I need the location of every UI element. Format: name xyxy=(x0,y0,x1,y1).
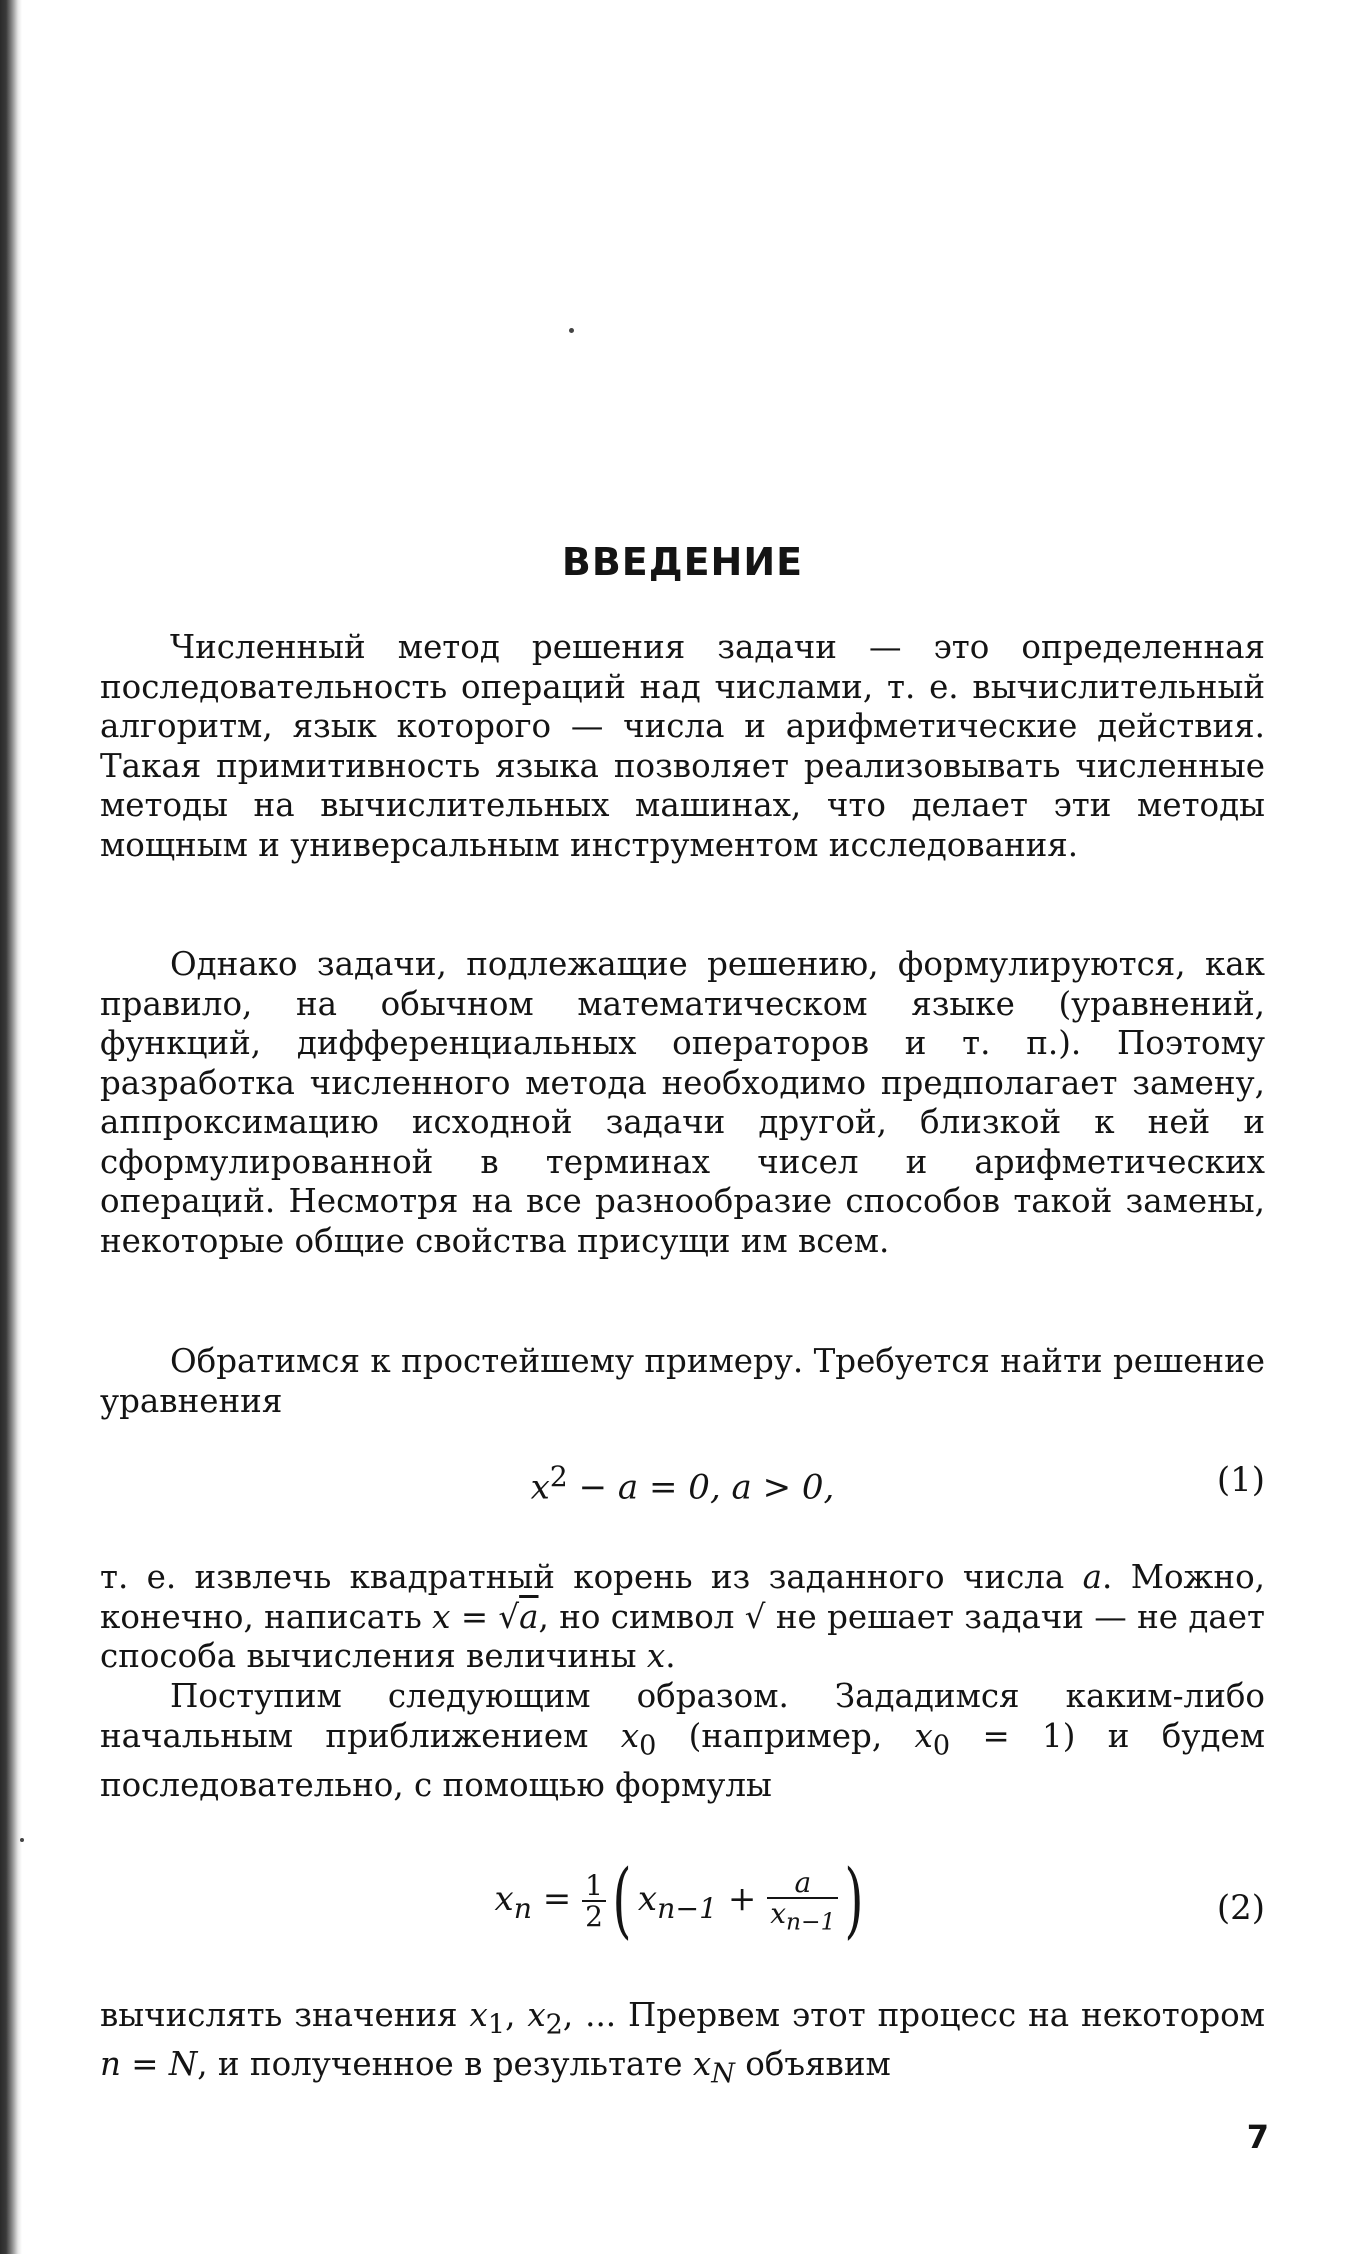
p4-var-a: a xyxy=(1082,1558,1103,1596)
p6-x1: x xyxy=(469,1996,488,2034)
p5-text-b: (например, xyxy=(656,1716,915,1755)
p5-x0: x xyxy=(620,1716,640,1755)
p4-text-c: , но символ xyxy=(538,1597,745,1636)
p4-text-d: не решает задачи — не дает способа вычисления величины xyxy=(100,1597,1265,1675)
sqrt-symbol-icon: √ xyxy=(744,1597,766,1636)
p4-text-b: . Можно, конечно, написать xyxy=(100,1558,1265,1636)
eq2-term1-sub: n−1 xyxy=(657,1891,718,1925)
scan-speck xyxy=(569,328,574,333)
eq2-frac xyxy=(767,1865,838,1936)
p6-text-d: объявим xyxy=(734,2045,891,2083)
eq2-open-paren: ( xyxy=(612,1853,632,1948)
eq2-plus: + xyxy=(717,1879,768,1919)
p6-x2-sub: 2 xyxy=(545,2009,563,2041)
p4-sqrt-arg: a xyxy=(519,1597,539,1636)
eq2-frac-den-x: x xyxy=(770,1897,787,1931)
p5-text-a: Поступим следующим образом. Зададимся каким-либо начальным приближением xyxy=(100,1677,1265,1755)
eq2-term1: x xyxy=(637,1879,658,1919)
p6-xN: x xyxy=(692,2045,712,2083)
equation-2-number: (2) xyxy=(1216,1888,1265,1928)
eq2-half xyxy=(582,1868,606,1933)
eq2-lhs: x xyxy=(494,1879,514,1919)
equation-1-body xyxy=(100,1460,1265,1507)
eq1-lhs: x xyxy=(530,1467,550,1508)
p6-xN-sub: N xyxy=(711,2058,735,2090)
p6-tail: , ... xyxy=(562,1996,617,2034)
p4-var-x: x xyxy=(646,1637,666,1675)
page-number: 7 xyxy=(1246,2118,1269,2156)
p6-sep: , xyxy=(505,1996,528,2034)
eq2-frac-num: a xyxy=(767,1868,838,1899)
paragraph-6 xyxy=(100,1996,1265,2094)
paragraph-5 xyxy=(100,1677,1265,1805)
eq2-lhs-sub: n xyxy=(513,1891,532,1925)
p6-text-a: вычислять значения xyxy=(100,1996,470,2034)
p6-text-b: Прервем этот процесс на некотором xyxy=(616,1996,1266,2034)
p6-n-eq-N: n = N xyxy=(100,2045,198,2083)
scan-speck xyxy=(20,1838,24,1842)
p4-text-a: т. е. извлечь квадратный корень из заданного числа xyxy=(100,1558,1083,1596)
eq2-half-num: 1 xyxy=(582,1871,606,1902)
equation-2-body xyxy=(100,1853,1265,1948)
paragraph-3: Обратимся к простейшему примеру. Требуется найти решение уравнения xyxy=(100,1342,1265,1420)
p6-text-c: , и полученное в результате xyxy=(197,2045,693,2083)
p5-x0-2: x xyxy=(914,1716,933,1755)
paragraph-1: Численный метод решения задачи — это определенная последовательность операций над числами, т. е. вычислительный алгоритм, язык которого — числа и арифметические действия. Такая примитивность языка позволяет реализовывать численные методы на вычислительных машинах, что делает эти методы мощным и универсальным инструментом исследования. xyxy=(100,628,1265,864)
p5-x0-sub: 0 xyxy=(639,1730,657,1761)
p5-text-c: ) и будем последовательно, с помощью формулы xyxy=(100,1716,1266,1804)
eq2-close-paren: ) xyxy=(844,1853,865,1948)
eq1-rest: − a = 0, a > 0, xyxy=(567,1467,835,1508)
section-title: ВВЕДЕНИЕ xyxy=(561,540,804,584)
equation-1 xyxy=(100,1460,1265,1520)
paragraph-4 xyxy=(100,1558,1265,1677)
eq2-frac-den xyxy=(767,1899,838,1934)
binding-edge xyxy=(0,0,22,2254)
eq2-half-den: 2 xyxy=(585,1900,603,1933)
eq2-frac-den-sub: n−1 xyxy=(786,1907,836,1936)
p5-eq-1: = 1 xyxy=(950,1716,1063,1755)
p4-x-eq: x = xyxy=(432,1597,499,1636)
p6-x1-sub: 1 xyxy=(487,2009,506,2041)
paragraph-2: Однако задачи, подлежащие решению, формулируются, как правило, на обычном математическом языке (уравнений, функций, дифференциальных операторов и т. п.). Поэтому разработка численного метода необходимо предполагает замену, аппроксимацию исходной задачи другой, близкой к ней и сформулированной в терминах чисел и арифметических операций. Несмотря на все разнообразие способов такой замены, некоторые общие свойства присущи им всем. xyxy=(100,945,1265,1260)
sqrt-icon: √ xyxy=(498,1597,520,1636)
eq2-equals: = xyxy=(531,1879,583,1919)
equation-2 xyxy=(100,1853,1265,1960)
p5-x0-sub-2: 0 xyxy=(932,1730,951,1761)
equation-1-number: (1) xyxy=(1216,1460,1265,1500)
eq1-exponent: 2 xyxy=(549,1460,568,1493)
p6-x2: x xyxy=(527,1996,546,2034)
p4-period: . xyxy=(665,1637,676,1675)
